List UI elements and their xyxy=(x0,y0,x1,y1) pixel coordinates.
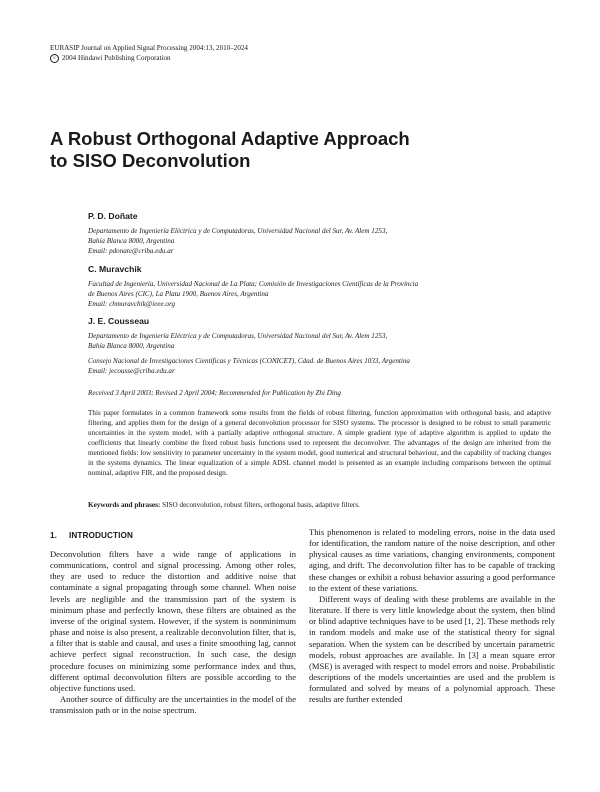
paper-title xyxy=(50,128,470,172)
section-number: 1. xyxy=(50,531,58,540)
affiliation-line: de Buenos Aires (CIC), La Plata 1900, Buenos Aires, Argentina xyxy=(88,290,269,298)
abstract: This paper formulates in a common framework some results from the fields of robust filtering, function approximation with orthogonal basis, and adaptive filtering, and applies them for the design of a general deconvolution processor for SISO systems. The processor is designed to be robust to small parametric uncertainties in the system model, with a partially adaptive orthogonal structure. A simple gradient type of adaptive algorithm is applied to update the coefficients that linearly combine the fixed robust basis functions used to represent the deconvolver. The advantages of the design are inherited from the mentioned fields: low sensitivity to parameter uncertainty in the system model, good numerical and structural behaviour, and the capability of tracking changes in the systems dynamics. The linear equalization of a simple ADSL channel model is presented as an example including comparisons between the optimal nominal, adaptive FIR, and the proposed design. xyxy=(88,409,551,478)
paragraph: Different ways of dealing with these problems are available in the literature. If there is very little knowledge about the system, then blind or blind adaptive techniques have to be used [1, 2]. These methods rely in random models and make use of the statistical theory for signal separation. When the system can be described by uncertain parametric models, robust approaches are available. In [3] a mean square error (MSE) is averaged with respect to model errors and noise. Probabilistic descriptions of the models uncertainties are used and the problem is formulated and solved by means of a polynomial approach. These results are further extended xyxy=(309,593,555,705)
author-block-donate xyxy=(88,211,558,256)
copyright-icon: c xyxy=(50,54,59,63)
body-right-column xyxy=(309,527,555,706)
copyright-text: 2004 Hindawi Publishing Corporation xyxy=(62,54,171,62)
paragraph: Another source of difficulty are the uncertainties in the model of the transmission path or in the noise spectrum. xyxy=(50,694,296,716)
keywords-text: SISO deconvolution, robust filters, orthogonal basis, adaptive filters. xyxy=(162,501,360,509)
author-affiliation xyxy=(88,331,558,351)
author-affiliation xyxy=(88,226,558,256)
author-affiliation xyxy=(88,356,558,376)
title-line-1: A Robust Orthogonal Adaptive Approach xyxy=(50,128,410,149)
section-title: INTRODUCTION xyxy=(69,531,133,540)
affiliation-line: Departamento de Ingeniería Eléctrica y de Computadoras, Universidad Nacional del Sur, Av. Alem 1253, xyxy=(88,227,388,235)
author-email: Email: jecousse@criba.edu.ar xyxy=(88,367,175,375)
keywords xyxy=(88,500,551,510)
author-email: Email: pdonate@criba.edu.ar xyxy=(88,247,174,255)
keywords-label: Keywords and phrases: xyxy=(88,501,161,509)
affiliation-line: Consejo Nacional de Investigaciones Científicas y Técnicas (CONICET), Cdad. de Buenos Aires 1033, Argentina xyxy=(88,357,410,365)
author-name: J. E. Cousseau xyxy=(88,316,150,326)
paragraph: This phenomenon is related to modeling errors, noise in the data used for identification, the random nature of the noise description, and other physical causes as time variations, changing environments, component aging, and drift. The deconvolution filter has to be capable of tracking these changes or exhibit a robust behavior assuring a good performance to the extent of these variations. xyxy=(309,527,555,593)
author-block-muravchik xyxy=(88,264,558,309)
journal-header xyxy=(50,43,350,63)
section-heading xyxy=(50,531,133,541)
author-affiliation xyxy=(88,279,558,309)
body-left-column xyxy=(50,549,296,716)
paragraph: Deconvolution filters have a wide range of applications in communications, control and signal processing. Among other roles, they are used to reduce the distortion and additive noise that contaminate a signal propagating through some channel. When noise levels are negligible and the transmission part of the system is minimum phase and perfectly known, these filters are obtained as the inverse of the original system. However, if the system is nonminimum phase and noise is also present, a realizable deconvolution filter, that is, a filter that is stable and causal, and uses a finite smoothing lag, cannot achieve perfect signal reconstruction. In such case, the design procedure focuses on minimizing some performance index and thus, different optimal deconvolution filters are possible according to the objective functions used. xyxy=(50,549,296,693)
affiliation-line: Facultad de Ingeniería, Universidad Nacional de La Plata; Comisión de Investigaciones Científicas de la Provincia xyxy=(88,280,419,288)
author-block-cousseau xyxy=(88,316,558,376)
author-email: Email: chmuravchik@ieee.org xyxy=(88,300,176,308)
journal-line: EURASIP Journal on Applied Signal Processing 2004:13, 2010–2024 xyxy=(50,44,248,52)
affiliation-line: Bahía Blanca 8000, Argentina xyxy=(88,342,175,350)
received-line: Received 3 April 2003; Revised 2 April 2004; Recommended for Publication by Zhi Ding xyxy=(88,389,341,397)
affiliation-line: Bahía Blanca 8000, Argentina xyxy=(88,237,175,245)
author-name: P. D. Doñate xyxy=(88,211,138,221)
affiliation-line: Departamento de Ingeniería Eléctrica y de Computadoras, Universidad Nacional del Sur, Av. Alem 1253, xyxy=(88,332,388,340)
title-line-2: to SISO Deconvolution xyxy=(50,150,251,171)
copyright-line xyxy=(50,53,350,63)
author-name: C. Muravchik xyxy=(88,264,142,274)
